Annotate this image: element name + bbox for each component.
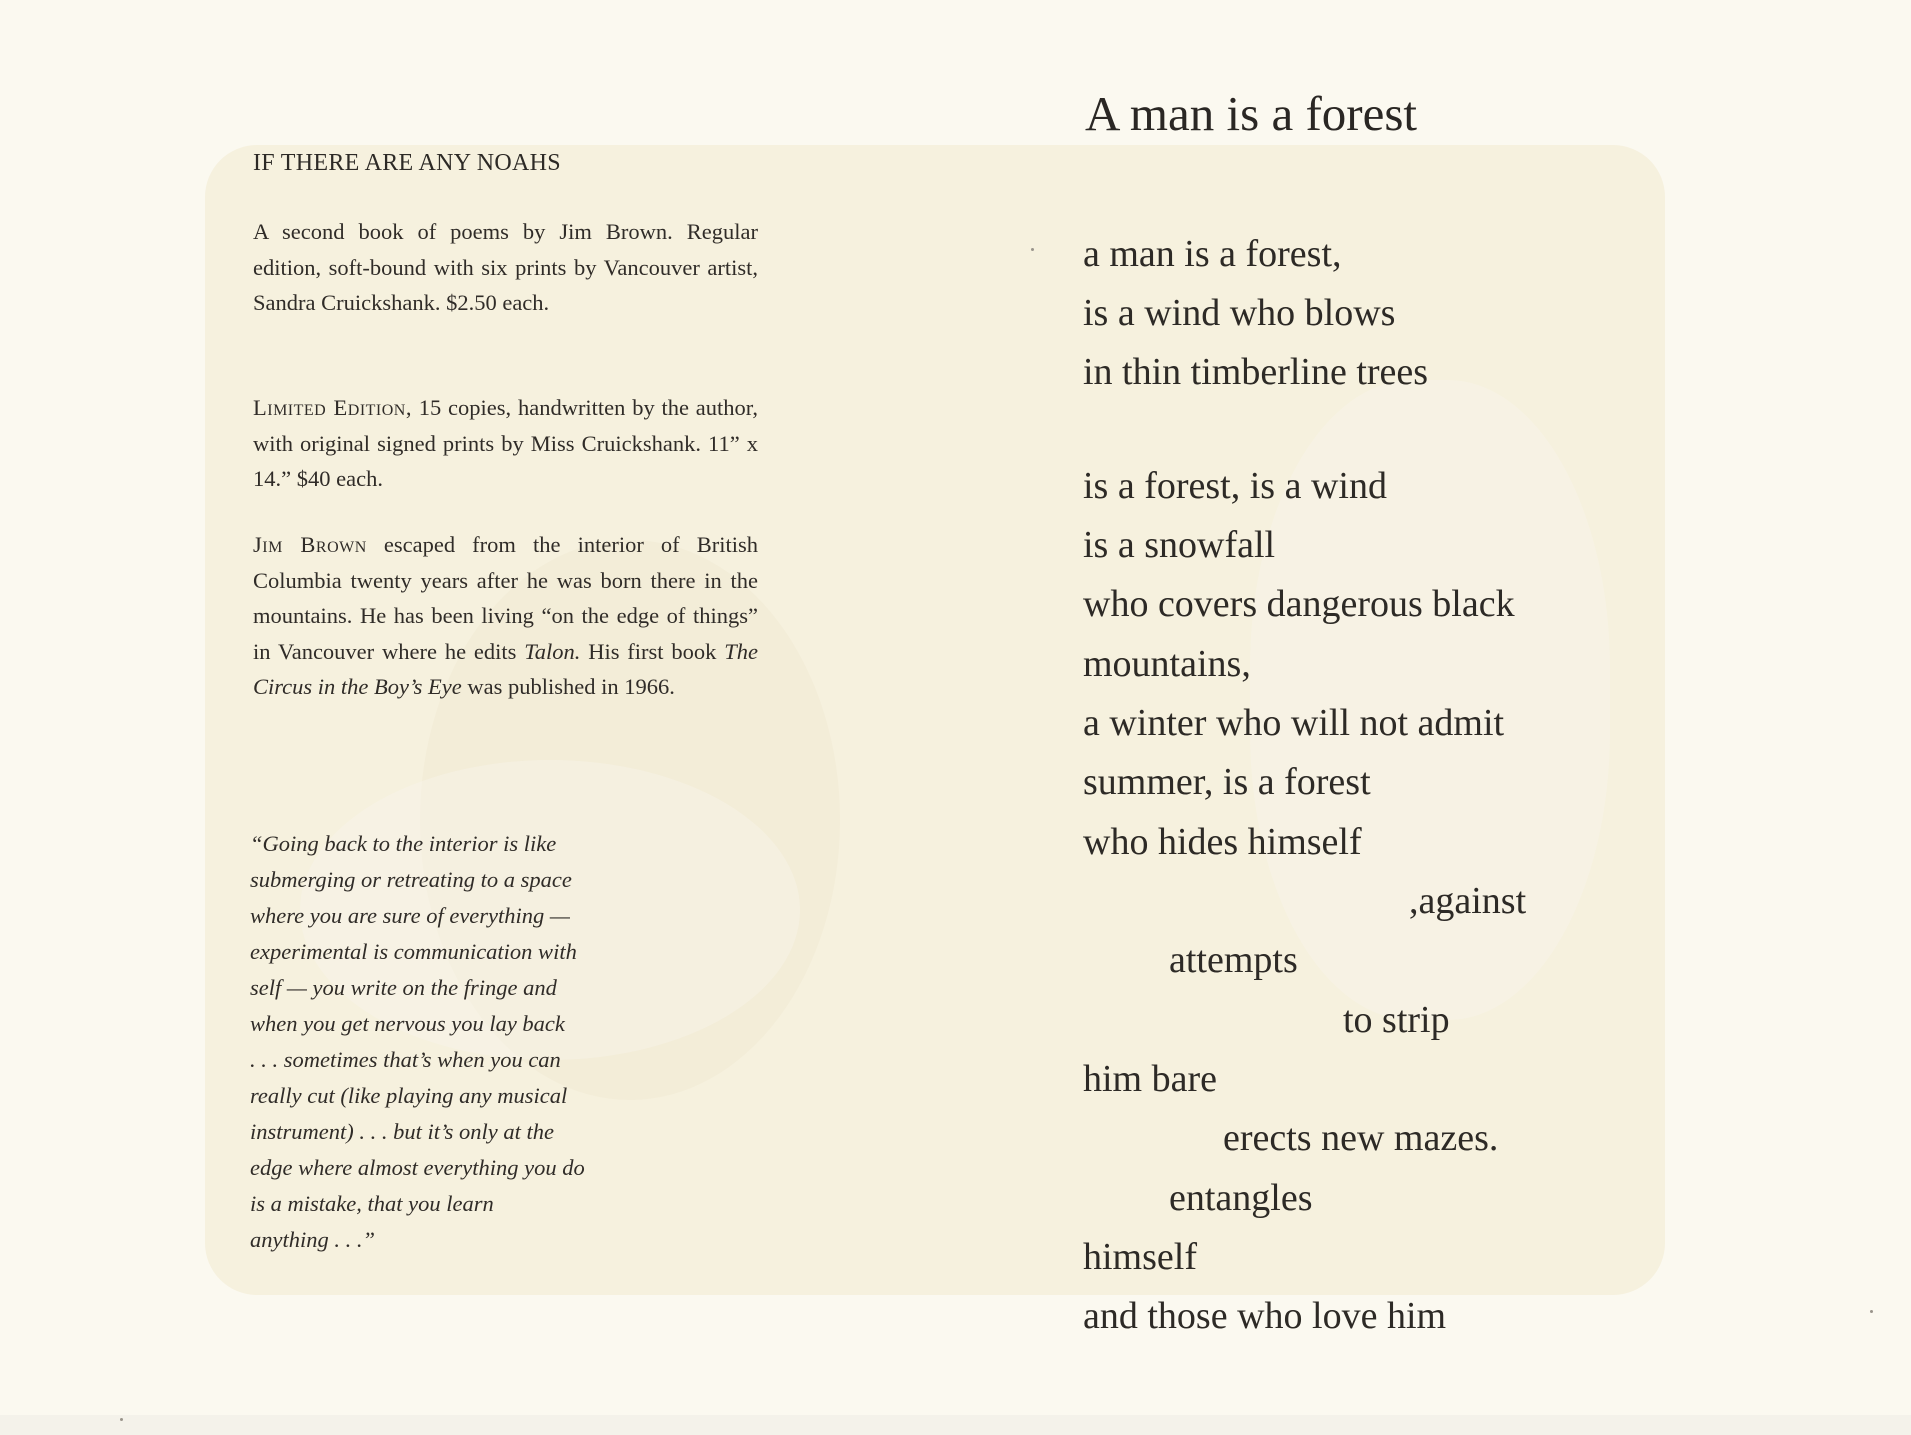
poem-line: is a forest, is a wind	[1083, 465, 1387, 507]
poem-title: A man is a forest	[1085, 86, 1418, 141]
poem-line: mountains,	[1083, 643, 1251, 685]
limited-edition-description	[253, 390, 758, 497]
poem-line: entangles	[1169, 1177, 1313, 1219]
first-book-title: The Circus in the Boy’s Eye	[253, 638, 759, 699]
poem-line: is a snowfall	[1083, 524, 1276, 566]
poem-line: a winter who will not admit	[1083, 702, 1505, 744]
poem-body	[1083, 0, 1883, 1435]
book-title: IF THERE ARE ANY NOAHS	[253, 150, 561, 176]
poem-line: summer, is a forest	[1083, 761, 1371, 803]
print-speck	[1031, 248, 1034, 251]
quote-line: instrument) . . . but it’s only at the	[250, 1119, 554, 1144]
poem-line: and those who love him	[1083, 1295, 1447, 1337]
author-quote	[250, 826, 730, 1258]
quote-line: where you are sure of everything —	[250, 903, 570, 928]
poem-line: himself	[1083, 1236, 1197, 1278]
quote-line: self — you write on the fringe and	[250, 975, 557, 1000]
poem-line: to strip	[1343, 999, 1450, 1041]
edition-description: A second book of poems by Jim Brown. Regular edition, soft-bound with six prints by Vancouver artist, Sandra Cruickshank. $2.50 each.	[253, 219, 758, 315]
quote-line: submerging or retreating to a space	[250, 867, 572, 892]
poem-line: a man is a forest,	[1083, 233, 1342, 275]
poem-line: who hides himself	[1083, 821, 1362, 863]
limited-edition-lead: Limited Edition,	[253, 395, 412, 420]
poem-line: in thin timberline trees	[1083, 351, 1429, 393]
quote-line: edge where almost everything you do	[250, 1155, 585, 1180]
bio-text-a: escaped from the interior of British Columbia twenty years after he was born there in the mountains. He has been living “on the edge of things” in Vancouver where he edits	[253, 532, 759, 664]
author-bio	[253, 527, 758, 705]
print-speck	[120, 1418, 123, 1421]
author-name: Jim Brown	[253, 532, 367, 557]
quote-line: when you get nervous you lay back	[250, 1011, 565, 1036]
quote-line: experimental is communication with	[250, 939, 577, 964]
poem-line: attempts	[1169, 939, 1298, 981]
limited-edition-text: 15 copies, handwritten by the author, with original signed prints by Miss Cruickshank. 11” x 14.” $40 each.	[253, 395, 758, 491]
quote-line: is a mistake, that you learn	[250, 1191, 494, 1216]
bio-text-c: was published in 1966.	[461, 674, 675, 699]
poem-line: him bare	[1083, 1058, 1218, 1100]
magazine-title: Talon.	[524, 638, 581, 664]
poem-line: erects new mazes.	[1223, 1117, 1499, 1159]
print-speck	[1870, 1310, 1873, 1313]
quote-line: anything . . .”	[250, 1227, 376, 1252]
poem-line: ,against	[1409, 880, 1527, 922]
poem-line: is a wind who blows	[1083, 292, 1396, 334]
quote-line: . . . sometimes that’s when you can	[250, 1047, 561, 1072]
quote-line: really cut (like playing any musical	[250, 1083, 568, 1108]
bio-text-b: His first book	[580, 638, 725, 664]
quote-line: “Going back to the interior is like	[250, 831, 557, 856]
poem-line: who covers dangerous black	[1083, 583, 1515, 625]
